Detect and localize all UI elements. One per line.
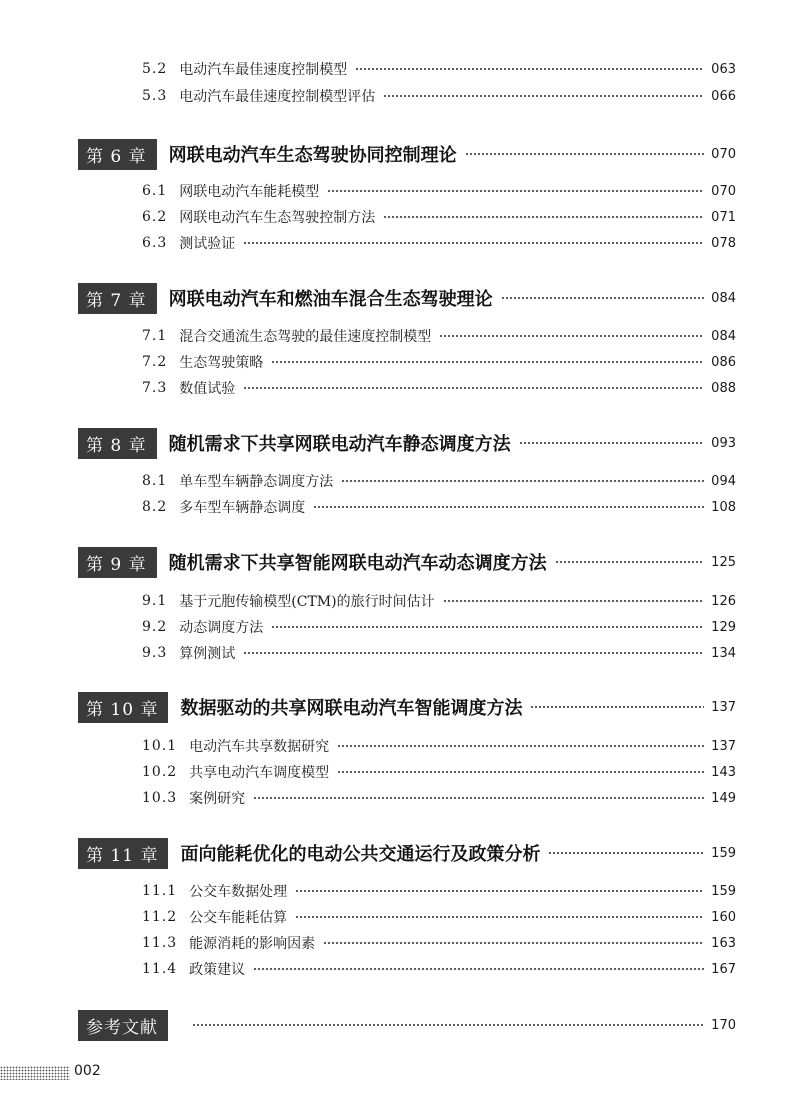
chapter-label: 第 9 章 [78, 547, 157, 578]
dot-leader [253, 968, 704, 970]
section-title: 数值试验 [179, 381, 236, 397]
dot-leader [530, 706, 704, 708]
toc-section-row[interactable] [142, 180, 736, 202]
section-number: 10.1 [142, 738, 178, 754]
chapter-label: 第 11 章 [78, 838, 168, 869]
page-number: 086 [711, 354, 736, 370]
page-number: 159 [711, 883, 736, 899]
section-title: 网联电动汽车能耗模型 [179, 184, 320, 200]
chapter-label: 第 10 章 [78, 692, 168, 723]
section-title: 生态驾驶策略 [179, 355, 264, 371]
section-number: 11.2 [142, 909, 178, 925]
page-number: 163 [711, 935, 736, 951]
section-title: 算例测试 [179, 646, 236, 662]
section-title: 多车型车辆静态调度 [179, 500, 306, 516]
dot-leader [341, 480, 704, 482]
section-number: 9.1 [142, 593, 168, 609]
toc-chapter-row[interactable] [78, 283, 736, 313]
chapter-title: 面向能耗优化的电动公共交通运行及政策分析 [180, 844, 541, 865]
page-number: 167 [711, 961, 736, 977]
toc-section-row[interactable] [142, 206, 736, 228]
dot-leader [271, 361, 704, 363]
section-number: 7.3 [142, 380, 168, 396]
dot-leader [465, 153, 704, 155]
dot-leader [323, 942, 704, 944]
section-title: 基于元胞传输模型(CTM)的旅行时间估计 [179, 594, 435, 610]
section-number: 8.1 [142, 473, 168, 489]
page-number: 094 [711, 473, 736, 489]
section-title: 网联电动汽车生态驾驶控制方法 [179, 210, 376, 226]
toc-chapter-row[interactable] [78, 692, 736, 722]
dot-leader [295, 890, 704, 892]
section-number: 9.2 [142, 619, 168, 635]
dot-leader [519, 442, 704, 444]
toc-chapter-row[interactable] [78, 428, 736, 458]
chapter-title: 网联电动汽车和燃油车混合生态驾驶理论 [168, 289, 493, 310]
chapter-label: 第 6 章 [78, 139, 157, 170]
page-number: 078 [711, 235, 736, 251]
page-number: 066 [711, 88, 736, 104]
section-title: 电动汽车最佳速度控制模型 [179, 62, 348, 78]
section-number: 7.2 [142, 354, 168, 370]
dot-leader [548, 852, 704, 854]
page-number: 070 [711, 183, 736, 199]
dot-leader [243, 652, 704, 654]
dot-leader [383, 216, 704, 218]
page-number: 134 [711, 645, 736, 661]
dot-leader [243, 387, 704, 389]
toc-section-row[interactable] [142, 590, 736, 612]
section-number: 10.3 [142, 790, 178, 806]
toc-section-row[interactable] [142, 880, 736, 902]
chapter-label: 第 7 章 [78, 283, 157, 314]
page-number: 137 [711, 699, 736, 715]
toc-section-row[interactable] [142, 470, 736, 492]
dot-leader [253, 797, 704, 799]
section-number: 9.3 [142, 645, 168, 661]
page-number: 129 [711, 619, 736, 635]
section-title: 电动汽车共享数据研究 [189, 739, 330, 755]
dot-leader [313, 506, 704, 508]
dot-leader [271, 626, 704, 628]
page-number: 143 [711, 764, 736, 780]
toc-section-row[interactable] [142, 906, 736, 928]
page-number: 149 [711, 790, 736, 806]
dot-leader [383, 95, 704, 97]
section-number: 10.2 [142, 764, 178, 780]
toc-section-row[interactable] [142, 58, 736, 80]
dot-leader [192, 1024, 704, 1026]
section-title: 动态调度方法 [179, 620, 264, 636]
page-number: 088 [711, 380, 736, 396]
folio-page-number: 002 [74, 1063, 101, 1079]
toc-section-row[interactable] [142, 232, 736, 254]
section-title: 测试验证 [179, 236, 236, 252]
page-number: 126 [711, 593, 736, 609]
page-number: 084 [711, 328, 736, 344]
section-title: 能源消耗的影响因素 [189, 936, 316, 952]
section-number: 11.4 [142, 961, 178, 977]
page-number: 125 [711, 554, 736, 570]
toc-section-row[interactable] [142, 351, 736, 373]
dot-leader [327, 190, 704, 192]
dot-leader [337, 771, 704, 773]
toc-section-row[interactable] [142, 377, 736, 399]
section-title: 共享电动汽车调度模型 [189, 765, 330, 781]
toc-section-row[interactable] [142, 958, 736, 980]
page-number: 071 [711, 209, 736, 225]
dot-leader [337, 745, 704, 747]
dot-leader [439, 335, 704, 337]
toc-section-row[interactable] [142, 325, 736, 347]
section-title: 政策建议 [189, 962, 246, 978]
section-title: 电动汽车最佳速度控制模型评估 [179, 89, 376, 105]
section-number: 6.1 [142, 183, 168, 199]
chapter-label: 第 8 章 [78, 428, 157, 459]
references-label: 参考文献 [78, 1010, 168, 1041]
page-number: 160 [711, 909, 736, 925]
page-number: 137 [711, 738, 736, 754]
section-title: 混合交通流生态驾驶的最佳速度控制模型 [179, 329, 432, 345]
page-number: 108 [711, 499, 736, 515]
chapter-title: 随机需求下共享智能网联电动汽车动态调度方法 [168, 553, 547, 574]
section-number: 8.2 [142, 499, 168, 515]
dot-leader [243, 242, 704, 244]
section-number: 11.3 [142, 935, 178, 951]
toc-chapter-row[interactable] [78, 139, 736, 169]
chapter-title: 随机需求下共享网联电动汽车静态调度方法 [168, 434, 511, 455]
section-number: 7.1 [142, 328, 168, 344]
chapter-title: 网联电动汽车生态驾驶协同控制理论 [168, 145, 457, 166]
section-number: 6.2 [142, 209, 168, 225]
toc-section-row[interactable] [142, 616, 736, 638]
toc-section-row[interactable] [142, 787, 736, 809]
page-number: 070 [711, 146, 736, 162]
dot-leader [443, 600, 704, 602]
toc-section-row[interactable] [142, 85, 736, 107]
toc-section-row[interactable] [142, 761, 736, 783]
dot-leader [355, 68, 704, 70]
section-title: 案例研究 [189, 791, 246, 807]
toc-section-row[interactable] [142, 932, 736, 954]
page-number: 170 [711, 1017, 736, 1033]
toc-section-row[interactable] [142, 642, 736, 664]
page-number: 093 [711, 435, 736, 451]
dot-leader [295, 916, 704, 918]
section-number: 6.3 [142, 235, 168, 251]
dot-leader [501, 297, 704, 299]
section-title: 单车型车辆静态调度方法 [179, 474, 334, 490]
section-number: 5.2 [142, 61, 168, 77]
toc-chapter-row[interactable] [78, 838, 736, 868]
toc-chapter-row[interactable] [78, 547, 736, 577]
section-number: 5.3 [142, 88, 168, 104]
dot-leader [555, 561, 704, 563]
toc-references-row[interactable] [78, 1010, 736, 1040]
section-title: 公交车能耗估算 [189, 910, 288, 926]
footer-dot-pattern [0, 1066, 70, 1080]
page-number: 084 [711, 290, 736, 306]
section-title: 公交车数据处理 [189, 884, 288, 900]
page-number: 063 [711, 61, 736, 77]
chapter-title: 数据驱动的共享网联电动汽车智能调度方法 [180, 698, 523, 719]
toc-section-row[interactable] [142, 735, 736, 757]
section-number: 11.1 [142, 883, 178, 899]
page-number: 159 [711, 845, 736, 861]
toc-section-row[interactable] [142, 496, 736, 518]
